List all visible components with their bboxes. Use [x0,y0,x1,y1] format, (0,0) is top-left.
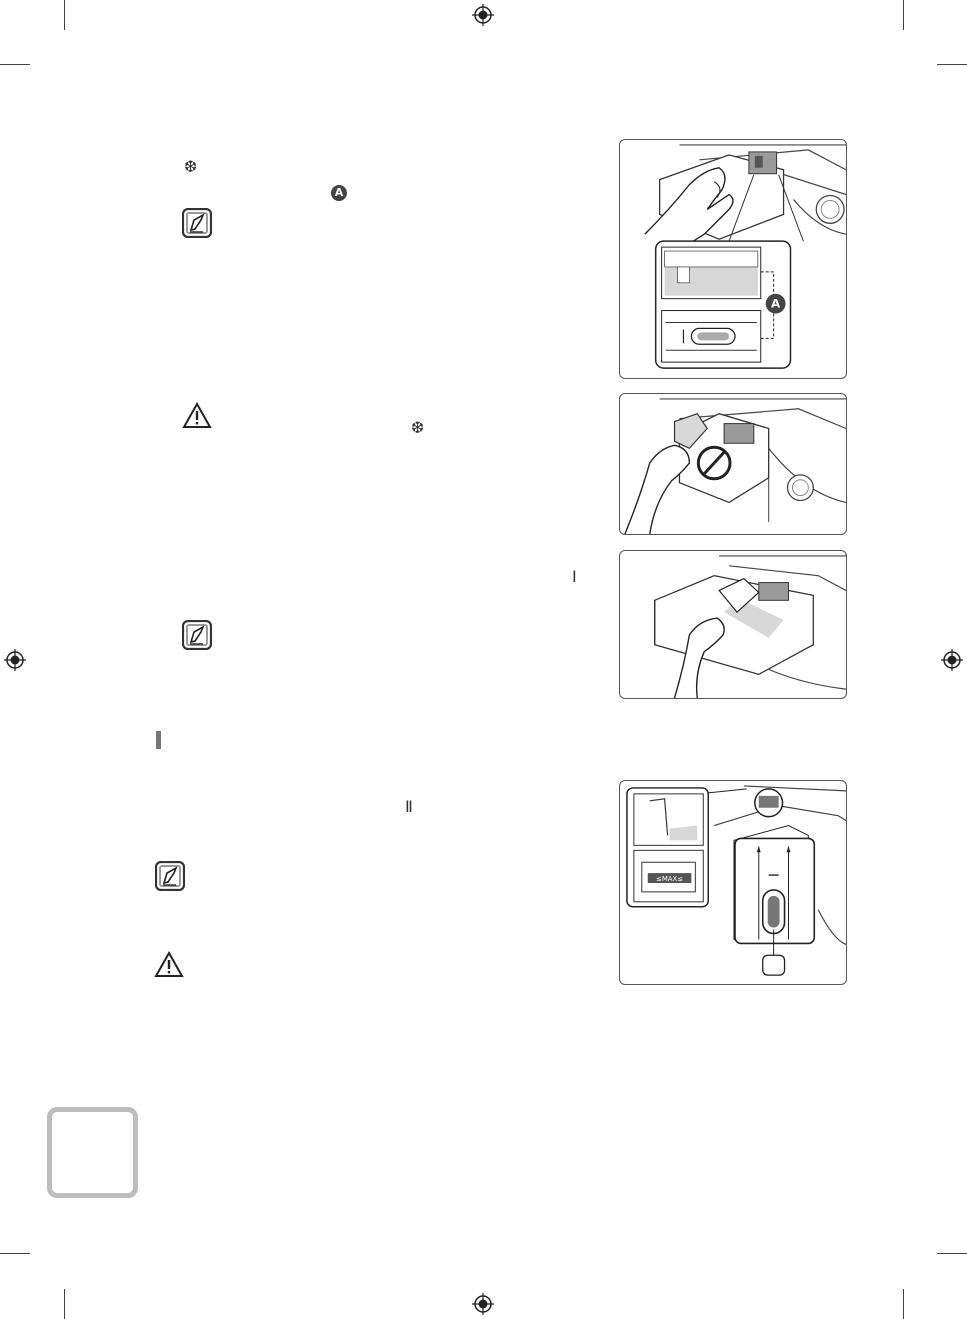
label-a-badge: A [331,185,347,201]
registration-crosshair-icon [472,1293,494,1315]
crop-mark-bottom-left-h [0,1253,30,1254]
section-marker [156,731,161,749]
crop-mark-bottom-right-h [937,1253,967,1254]
figure-max-level [619,780,847,985]
warning-triangle-icon [182,401,212,431]
figure-dispenser-release [619,139,847,379]
registration-crosshair-icon [4,649,26,671]
note-pencil-icon [182,620,212,650]
figure-a-label: A [771,296,781,311]
figure-pour-compartment [619,550,847,699]
crop-mark-top-right-v [903,0,904,30]
crop-mark-top-right-h [937,64,967,65]
crop-mark-top-left-h [0,64,30,65]
note-pencil-icon [155,861,185,891]
crop-mark-top-left-v [64,0,65,30]
max-label: ≤MAX≤ [656,875,684,884]
snowflake-symbol: ❆ [184,157,198,176]
roman-one-symbol: Ⅰ [572,567,577,586]
figure-do-not-pour [619,393,847,535]
snowflake-symbol: ❆ [411,418,425,437]
registration-crosshair-icon [941,649,963,671]
roman-two-symbol: Ⅱ [405,797,413,816]
registration-crosshair-icon [472,4,494,26]
crop-mark-bottom-left-v [64,1289,65,1319]
note-pencil-icon [182,208,212,238]
warning-triangle-icon [154,950,184,980]
crop-mark-bottom-right-v [903,1289,904,1319]
page-number-box [47,1107,138,1198]
